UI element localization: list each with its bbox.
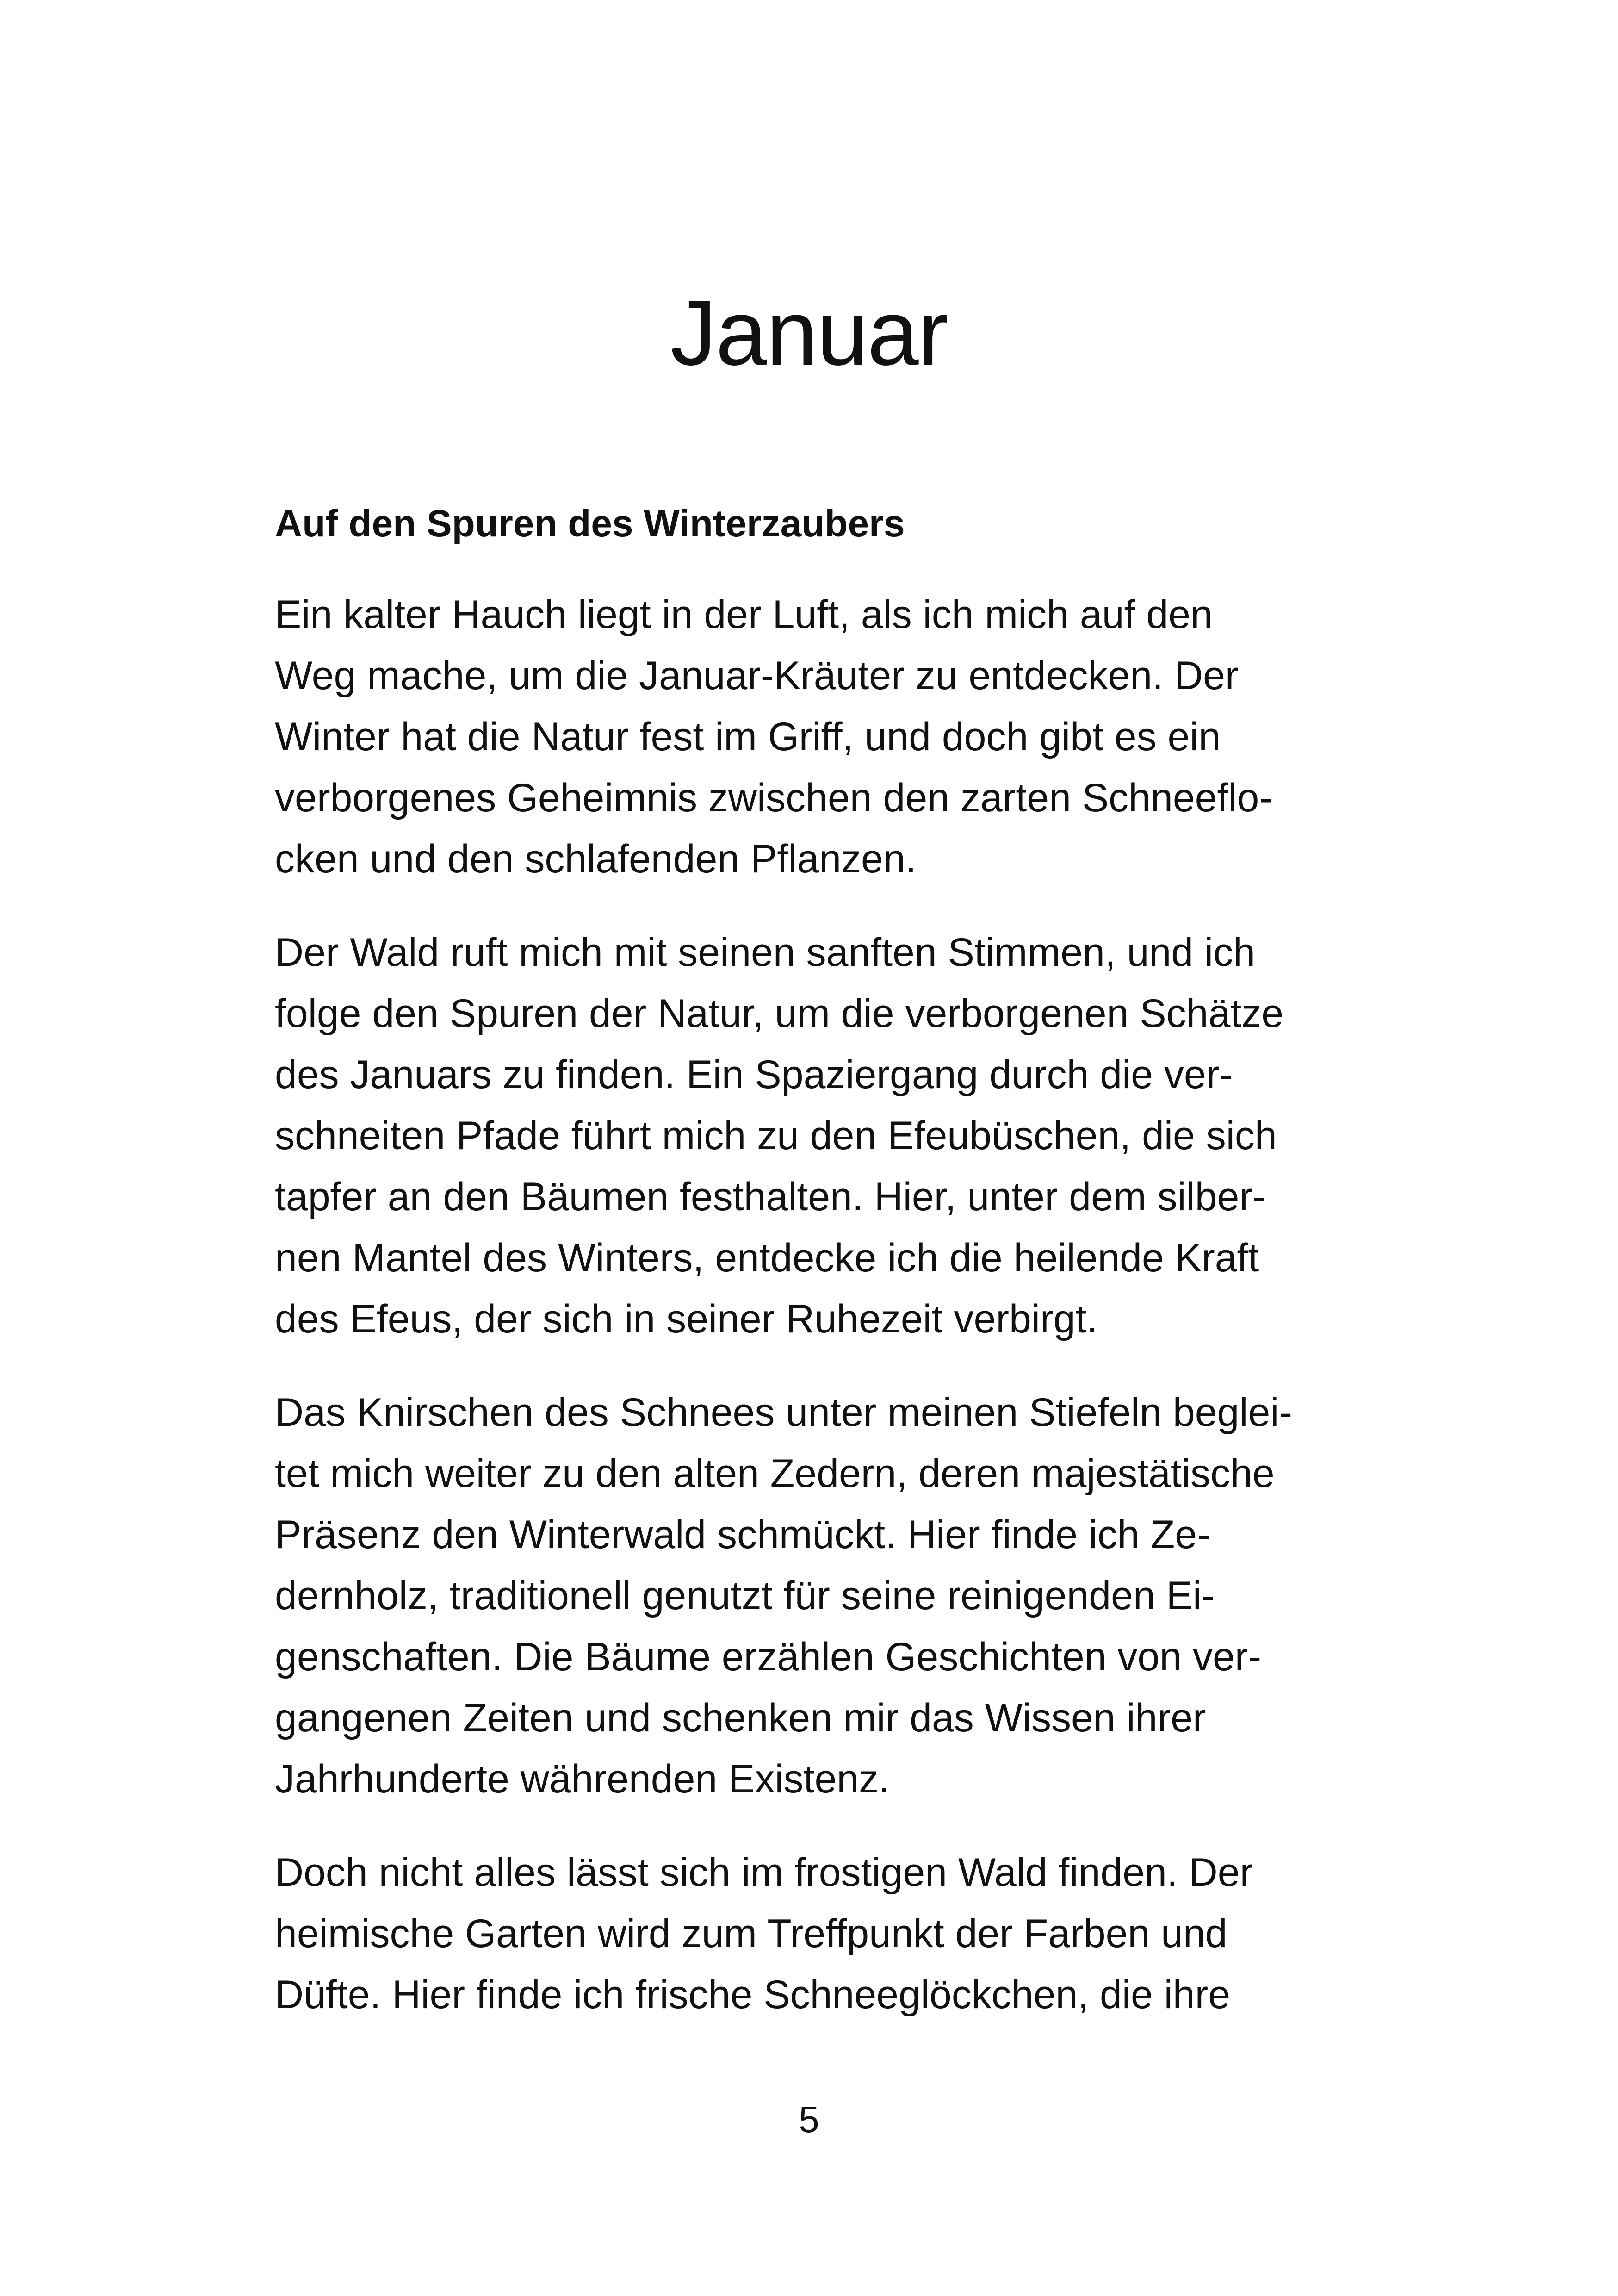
page-number: 5 xyxy=(799,2099,819,2140)
section-heading: Auf den Spuren des Winterzaubers xyxy=(275,503,905,545)
paragraph-4 xyxy=(275,1842,1358,2025)
text-line: nen Mantel des Winters, entdecke ich die heilende Kraft xyxy=(275,1236,1259,1280)
text-line: Das Knirschen des Schnees unter meinen Stiefeln beglei- xyxy=(275,1390,1293,1435)
page-title: Januar xyxy=(670,281,948,385)
paragraph-2 xyxy=(275,922,1358,1350)
paragraph-3 xyxy=(275,1382,1358,1810)
text-line: Präsenz den Winterwald schmückt. Hier finde ich Ze- xyxy=(275,1512,1210,1557)
text-line: genschaften. Die Bäume erzählen Geschichten von ver- xyxy=(275,1635,1262,1679)
text-line: gangenen Zeiten und schenken mir das Wissen ihrer xyxy=(275,1696,1206,1740)
text-line: schneiten Pfade führt mich zu den Efeubüschen, die sich xyxy=(275,1114,1277,1158)
text-line: Ein kalter Hauch liegt in der Luft, als ich mich auf den xyxy=(275,592,1213,637)
body-text xyxy=(275,496,1358,2058)
paragraph-1 xyxy=(275,584,1358,890)
text-line: des Januars zu finden. Ein Spaziergang durch die ver- xyxy=(275,1052,1233,1097)
text-line: Doch nicht alles lässt sich im frostigen Wald finden. Der xyxy=(275,1850,1253,1895)
text-line: Düfte. Hier finde ich frische Schneeglöckchen, die ihre xyxy=(275,1972,1231,2017)
text-line: Der Wald ruft mich mit seinen sanften Stimmen, und ich xyxy=(275,930,1255,975)
text-line: Jahrhunderte währenden Existenz. xyxy=(275,1757,890,1801)
text-line: Winter hat die Natur fest im Griff, und doch gibt es ein xyxy=(275,715,1221,759)
text-line: Weg mache, um die Januar-Kräuter zu entdecken. Der xyxy=(275,653,1239,698)
text-line: tapfer an den Bäumen festhalten. Hier, unter dem silber- xyxy=(275,1175,1266,1219)
text-line: cken und den schlafenden Pflanzen. xyxy=(275,837,917,881)
text-line: verborgenes Geheimnis zwischen den zarten Schneeflo- xyxy=(275,776,1272,820)
text-line: tet mich weiter zu den alten Zedern, deren majestätische xyxy=(275,1451,1275,1496)
text-line: dernholz, traditionell genutzt für seine reinigenden Ei- xyxy=(275,1574,1215,1618)
text-line: des Efeus, der sich in seiner Ruhezeit verbirgt. xyxy=(275,1297,1098,1341)
text-line: heimische Garten wird zum Treffpunkt der Farben und xyxy=(275,1911,1227,1956)
text-line: folge den Spuren der Natur, um die verborgenen Schätze xyxy=(275,991,1284,1036)
